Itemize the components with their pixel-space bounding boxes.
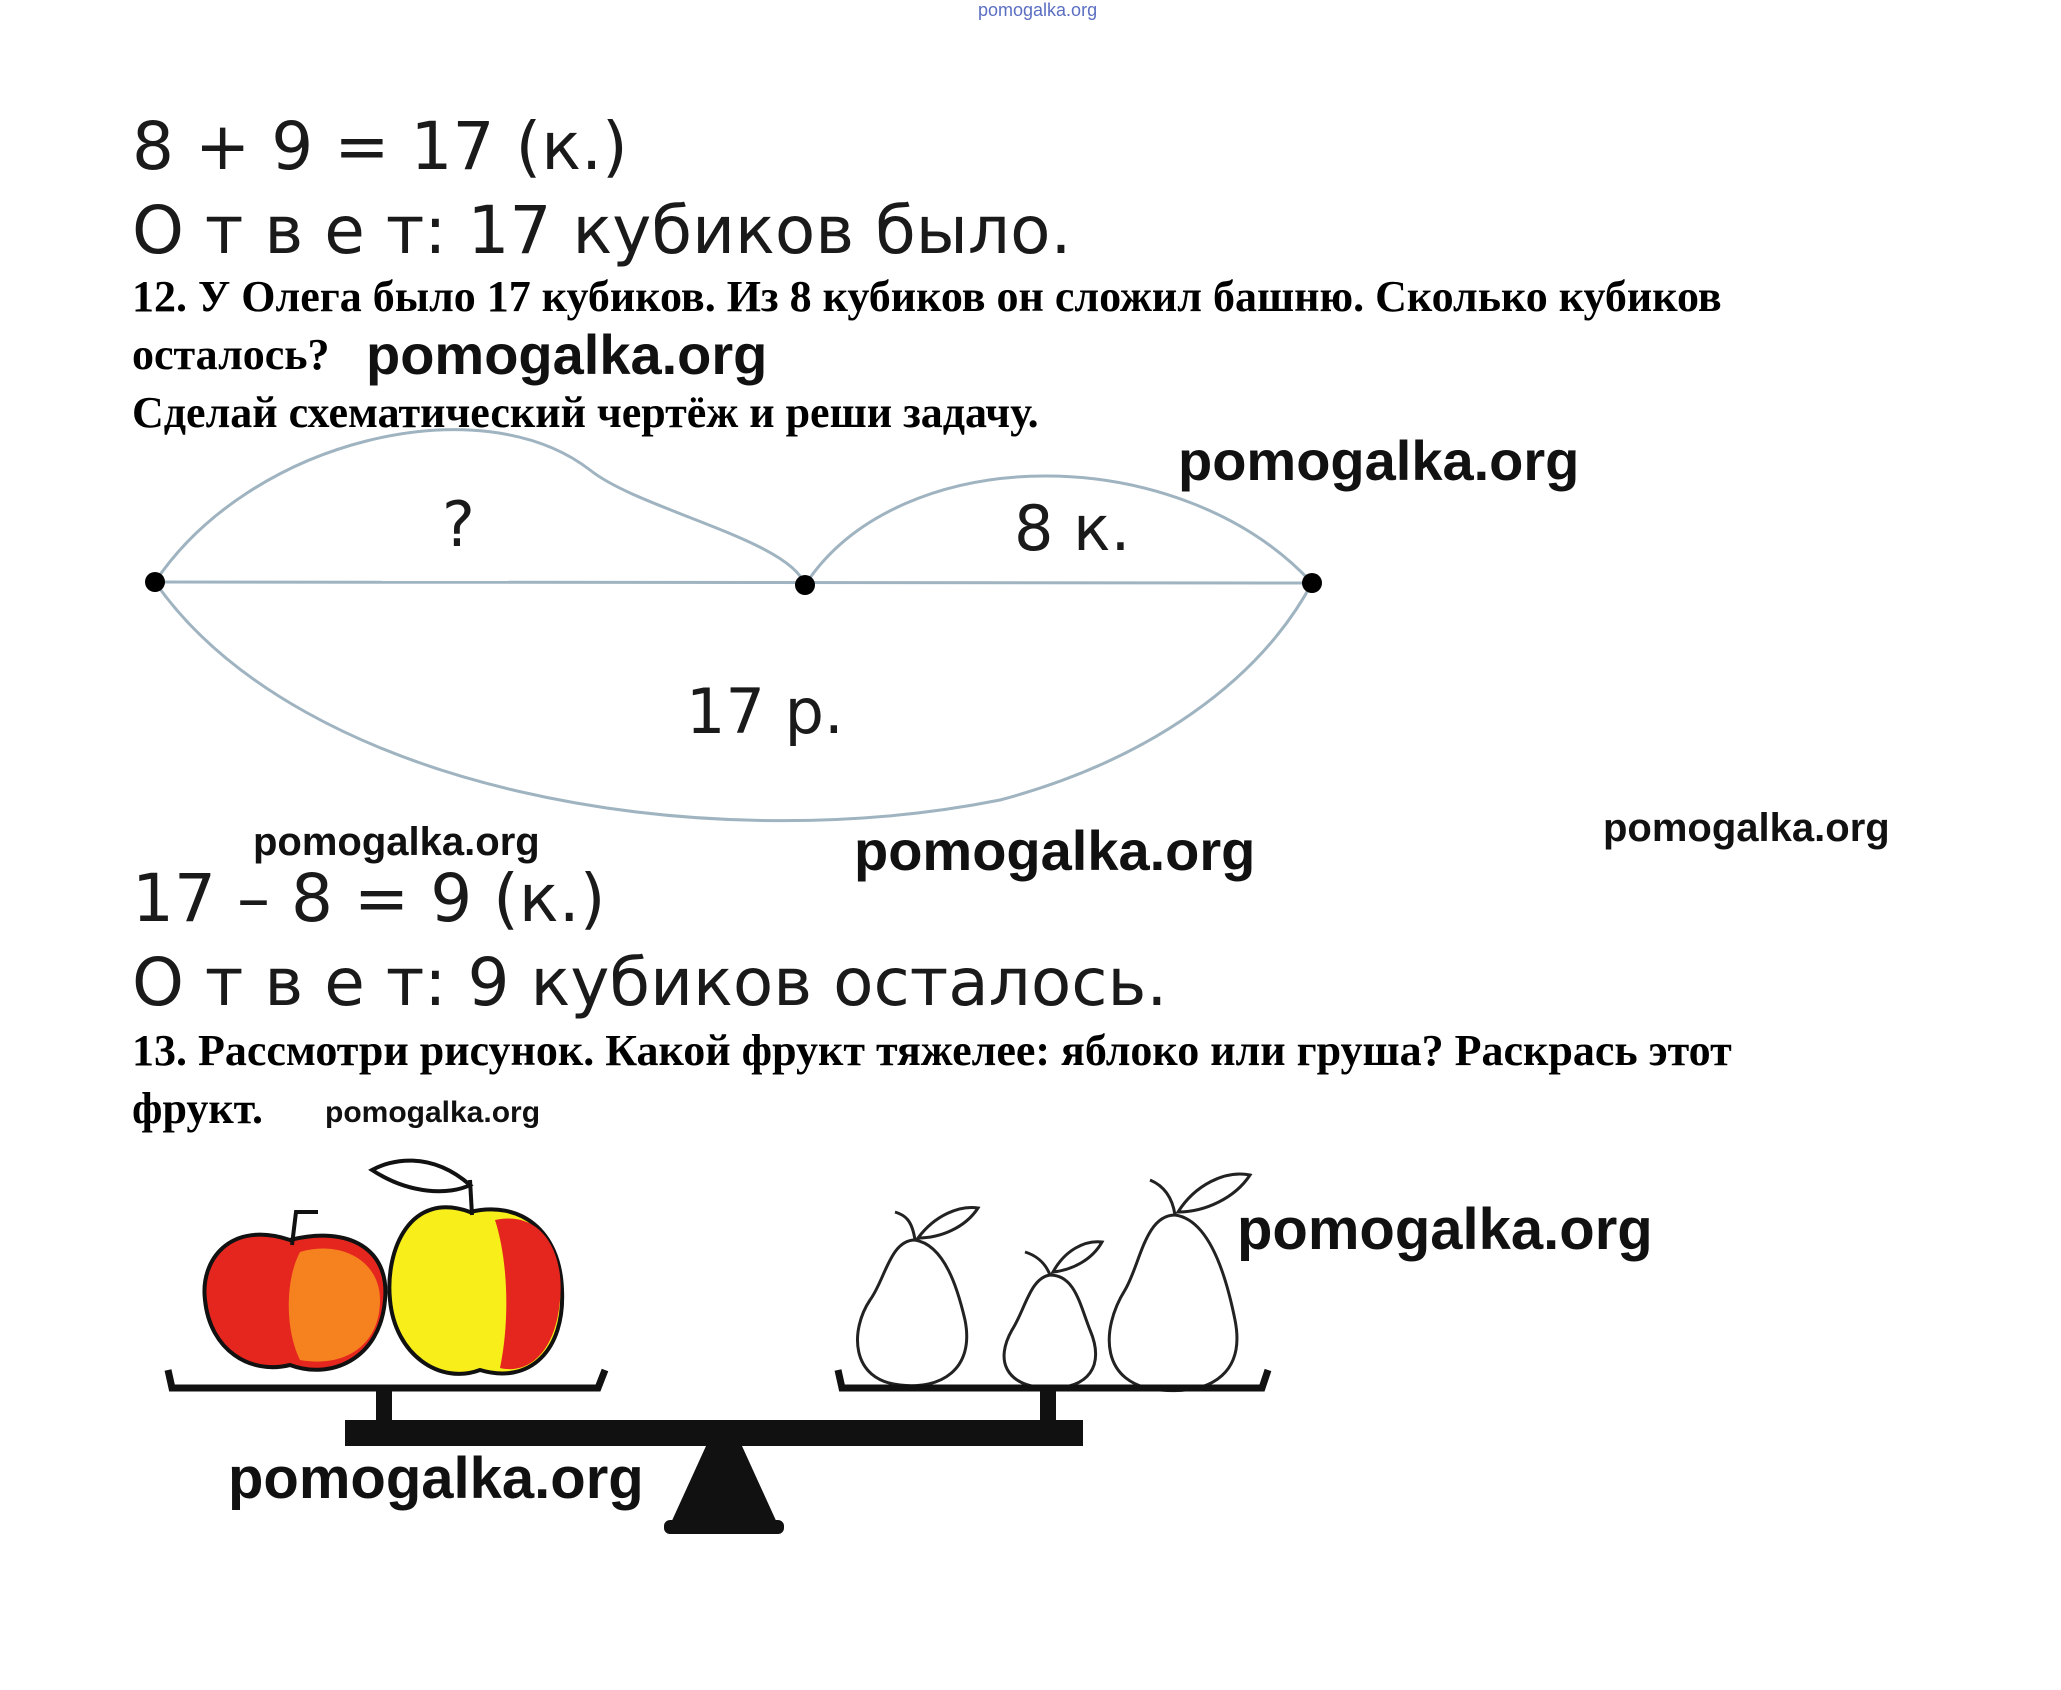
apple-yellow-red [372,1161,562,1374]
answer-12: О т в е т: 9 кубиков осталось. [132,944,1168,1021]
fulcrum [670,1446,778,1525]
header-watermark: pomogalka.org [978,0,1098,20]
diagram-label-total: 17 р. [686,675,844,748]
watermark: pomogalka.org [854,819,1256,882]
watermark: pomogalka.org [366,323,768,386]
equation-12: 17 – 8 = 9 (к.) [132,860,606,937]
task-13-line1: 13. Рассмотри рисунок. Какой фрукт тяжелее: яблоко или груша? Раскрась этот [132,1026,1732,1075]
pear-large [1109,1174,1250,1391]
left-support [376,1388,392,1424]
pear-left [858,1207,978,1385]
right-pan [838,1370,1268,1388]
watermark: pomogalka.org [253,820,540,864]
watermark: pomogalka.org [1178,429,1580,492]
diagram-label-unknown: ? [442,488,475,561]
task-12-line2: осталось? [132,330,330,379]
right-support [1040,1388,1056,1424]
equation-11: 8 + 9 = 17 (к.) [132,108,628,185]
task-12-line1: 12. У Олега было 17 кубиков. Из 8 кубиков он сложил башню. Сколько кубиков [132,272,1722,321]
watermark: pomogalka.org [325,1096,541,1129]
watermark: pomogalka.org [228,1446,644,1511]
pear-small [1004,1242,1102,1388]
beam [345,1420,1083,1446]
task-12-instruction: Сделай схематический чертёж и реши задачу. [132,388,1039,437]
left-pan [168,1370,605,1388]
apple-red-orange [204,1212,385,1370]
watermark: pomogalka.org [1603,806,1890,850]
diagram-label-part: 8 к. [1014,492,1131,565]
answer-11: О т в е т: 17 кубиков было. [132,192,1072,269]
task-13-line2: фрукт. [132,1084,263,1133]
watermark: pomogalka.org [1237,1197,1653,1262]
